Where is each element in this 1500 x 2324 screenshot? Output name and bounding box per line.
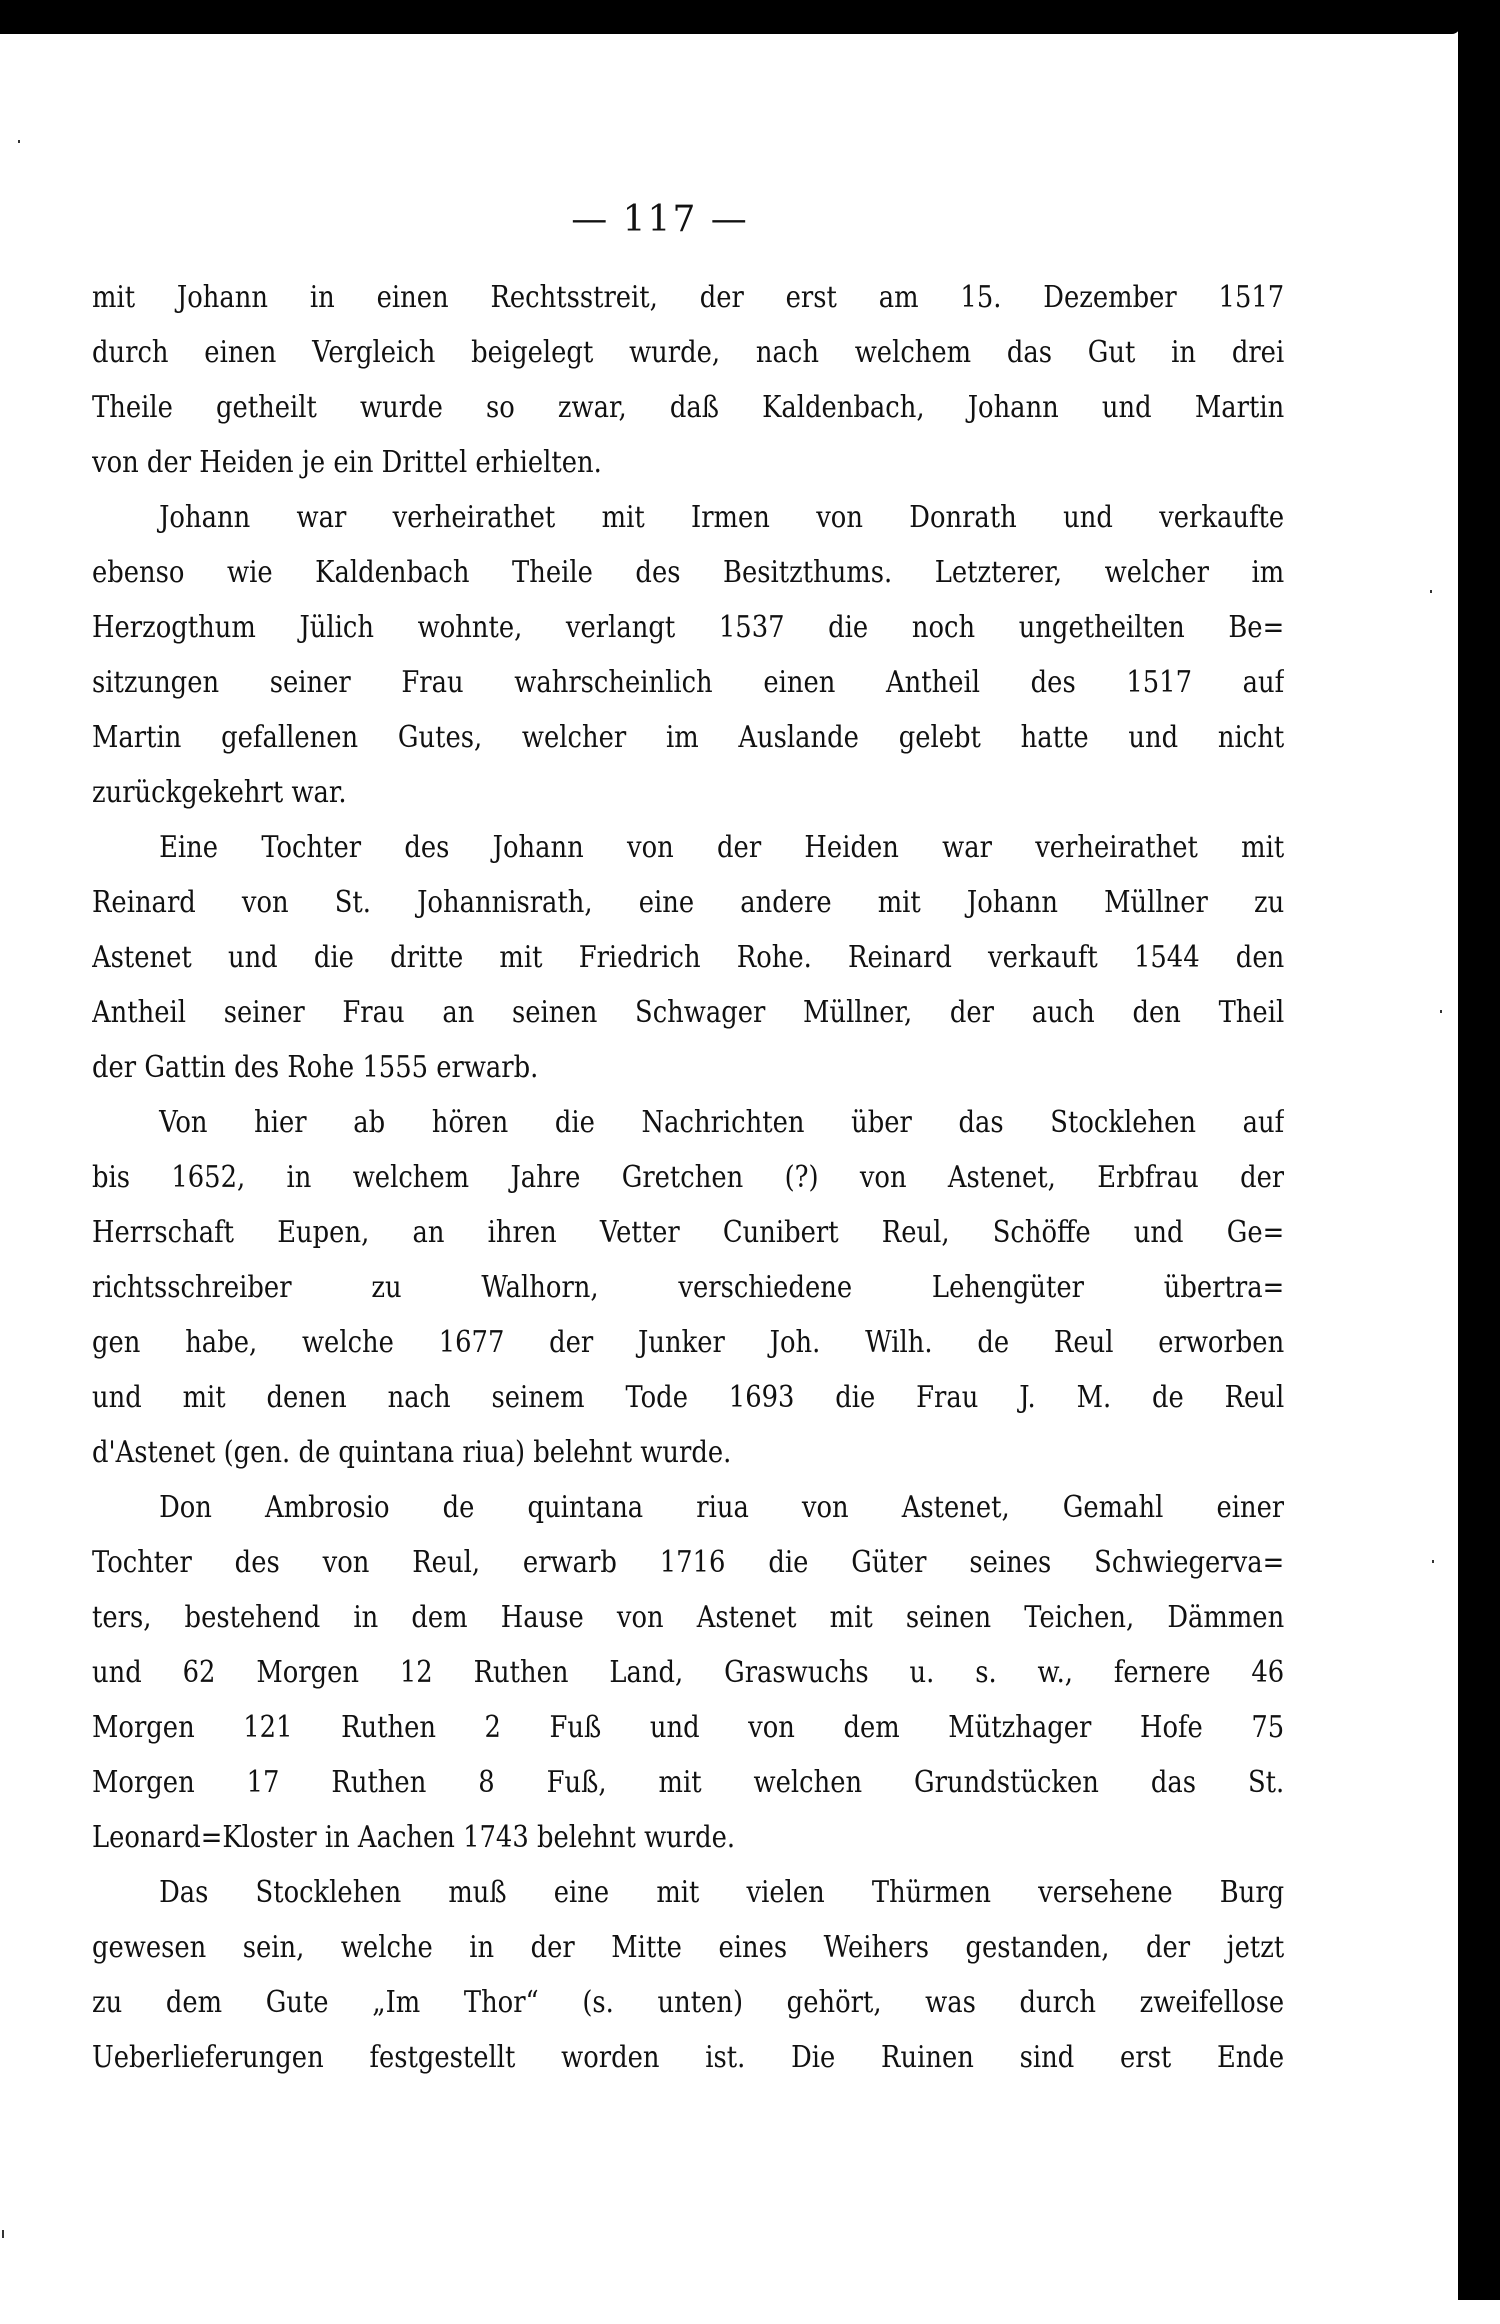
text-line: Reinard von St. Johannisrath, eine andere mit Johann Müllner zu	[92, 885, 1285, 920]
paragraph-start-line: Von hier ab hören die Nachrichten über das Stocklehen auf	[159, 1105, 1285, 1140]
text-line: Herrschaft Eupen, an ihren Vetter Cunibert Reul, Schöffe und Ge=	[92, 1215, 1285, 1250]
text-line: und mit denen nach seinem Tode 1693 die Frau J. M. de Reul	[92, 1380, 1285, 1415]
scan-speck	[1430, 590, 1432, 593]
text-line: Morgen 121 Ruthen 2 Fuß und von dem Mützhager Hofe 75	[92, 1710, 1285, 1745]
text-line: Leonard=Kloster in Aachen 1743 belehnt wurde.	[92, 1820, 736, 1855]
text-line: und 62 Morgen 12 Ruthen Land, Graswuchs u. s. w., fernere 46	[92, 1655, 1285, 1690]
text-line: Ueberlieferungen festgestellt worden ist. Die Ruinen sind erst Ende	[92, 2040, 1285, 2075]
scan-speck	[1432, 1560, 1434, 1563]
text-line: Morgen 17 Ruthen 8 Fuß, mit welchen Grundstücken das St.	[92, 1765, 1285, 1800]
page-number: — 117 —	[571, 199, 749, 240]
book-page	[0, 34, 1458, 2324]
text-line: gewesen sein, welche in der Mitte eines Weihers gestanden, der jetzt	[92, 1930, 1285, 1965]
text-line: der Gattin des Rohe 1555 erwarb.	[92, 1050, 539, 1085]
text-line: zu dem Gute „Im Thor“ (s. unten) gehört, was durch zweifellose	[92, 1985, 1285, 2020]
scan-border-right	[1458, 20, 1500, 2300]
text-line: ters, bestehend in dem Hause von Astenet mit seinen Teichen, Dämmen	[92, 1600, 1285, 1635]
text-line: richtsschreiber zu Walhorn, verschiedene Lehengüter übertra=	[92, 1270, 1285, 1305]
scan-speck	[2, 2230, 4, 2238]
paragraph-start-line: Don Ambrosio de quintana riua von Astenet, Gemahl einer	[159, 1490, 1285, 1525]
paragraph-start-line: Das Stocklehen muß eine mit vielen Thürmen versehene Burg	[159, 1875, 1285, 1910]
text-line: ebenso wie Kaldenbach Theile des Besitzthums. Letzterer, welcher im	[92, 555, 1285, 590]
text-line: zurückgekehrt war.	[92, 775, 347, 810]
text-line: d'Astenet (gen. de quintana riua) belehnt wurde.	[92, 1435, 732, 1470]
text-line: durch einen Vergleich beigelegt wurde, nach welchem das Gut in drei	[92, 335, 1285, 370]
paragraph-start-line: Johann war verheirathet mit Irmen von Donrath und verkaufte	[159, 500, 1285, 535]
text-line: Astenet und die dritte mit Friedrich Rohe. Reinard verkauft 1544 den	[92, 940, 1285, 975]
paragraph-start-line: Eine Tochter des Johann von der Heiden war verheirathet mit	[159, 830, 1285, 865]
text-line: Martin gefallenen Gutes, welcher im Auslande gelebt hatte und nicht	[92, 720, 1285, 755]
text-line: von der Heiden je ein Drittel erhielten.	[92, 445, 602, 480]
scan-speck	[18, 140, 20, 143]
text-line: Theile getheilt wurde so zwar, daß Kaldenbach, Johann und Martin	[92, 390, 1285, 425]
body-text	[92, 270, 1284, 2085]
text-line: sitzungen seiner Frau wahrscheinlich einen Antheil des 1517 auf	[92, 665, 1285, 700]
scan-speck	[1440, 1010, 1442, 1013]
text-line: Tochter des von Reul, erwarb 1716 die Güter seines Schwiegerva=	[92, 1545, 1285, 1580]
text-line: mit Johann in einen Rechtsstreit, der erst am 15. Dezember 1517	[92, 280, 1285, 315]
scan-border-top-edge	[0, 24, 1460, 34]
text-line: Herzogthum Jülich wohnte, verlangt 1537 die noch ungetheilten Be=	[92, 610, 1285, 645]
text-line: Antheil seiner Frau an seinen Schwager Müllner, der auch den Theil	[92, 995, 1285, 1030]
text-line: gen habe, welche 1677 der Junker Joh. Wilh. de Reul erworben	[92, 1325, 1285, 1360]
text-line: bis 1652, in welchem Jahre Gretchen (?) von Astenet, Erbfrau der	[92, 1160, 1285, 1195]
